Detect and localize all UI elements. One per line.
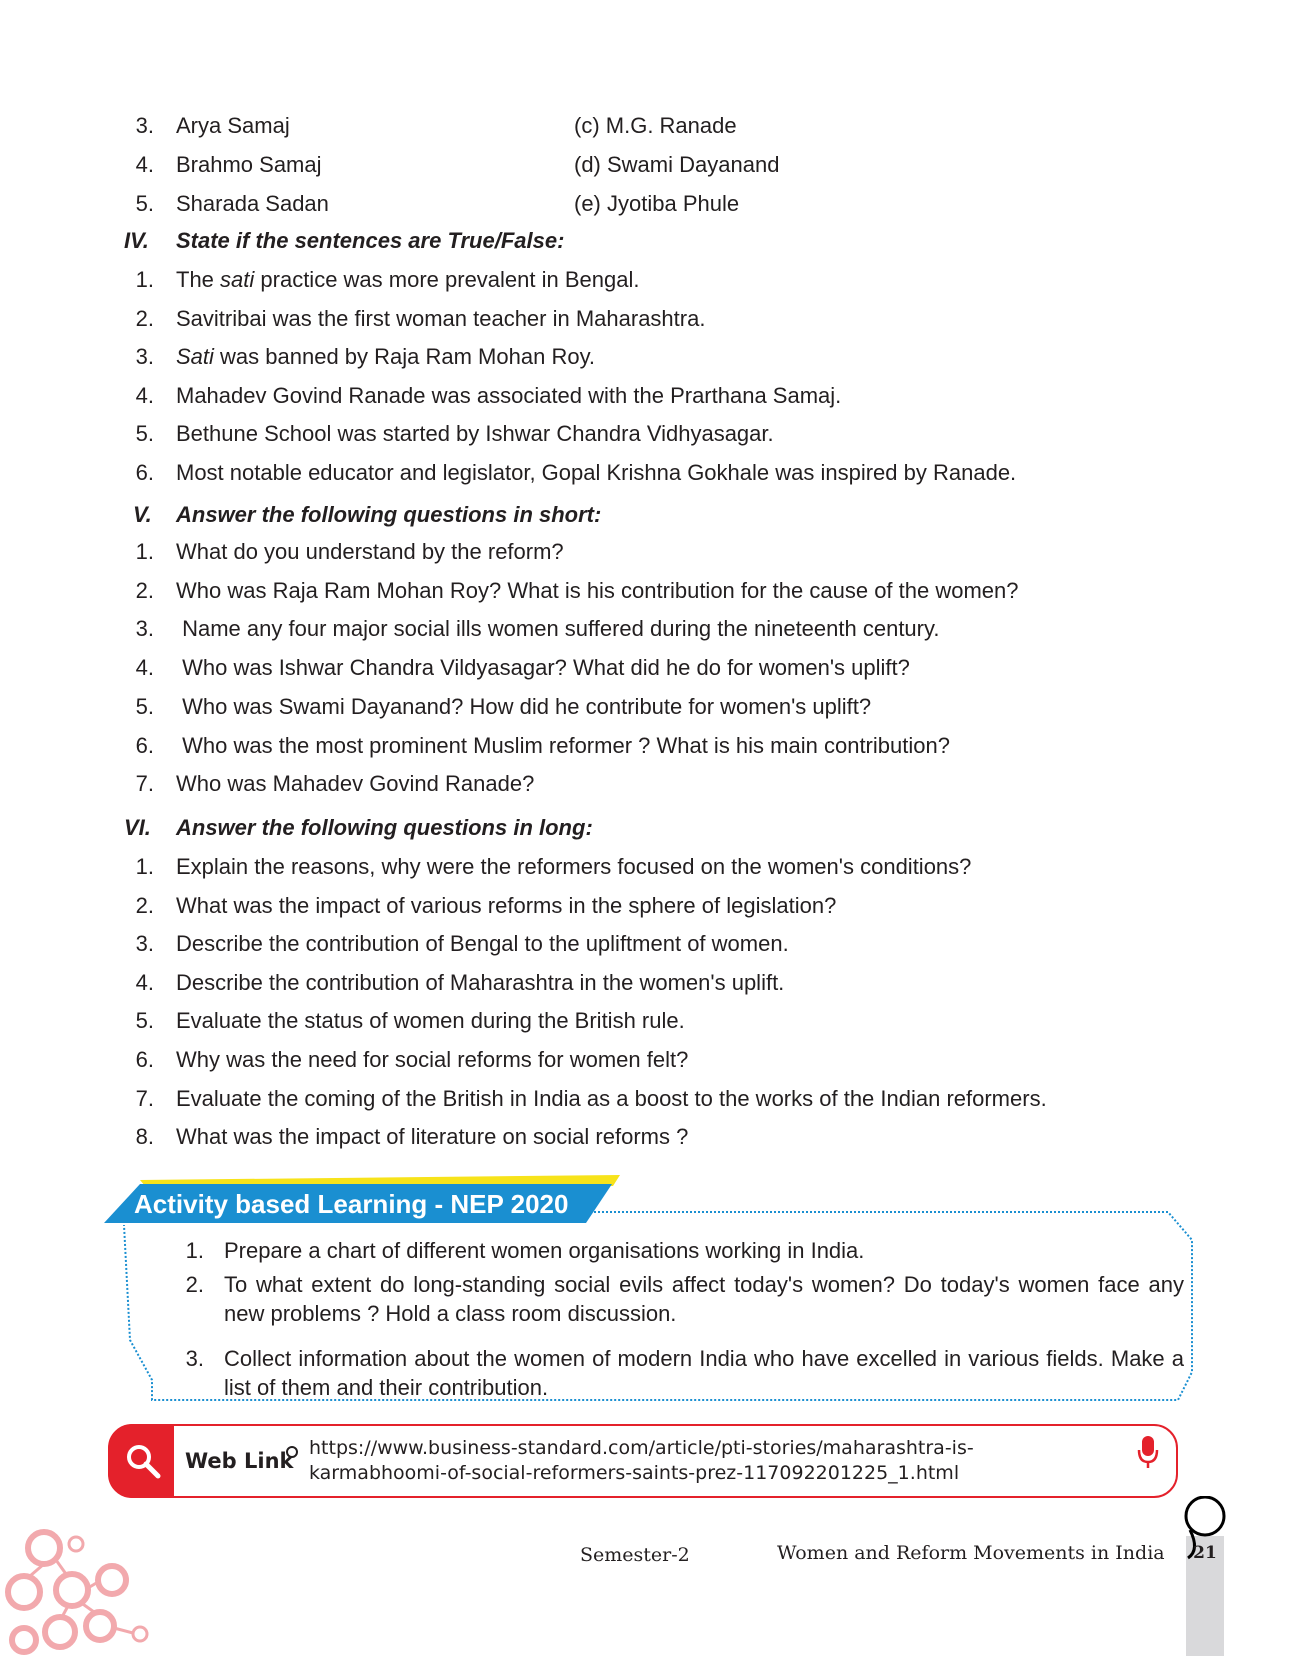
section-v-numeral: V.	[133, 502, 152, 527]
item-number: 5.	[135, 191, 154, 216]
item-number: 3.	[135, 113, 154, 138]
bullet-icon	[286, 1446, 298, 1458]
item-number: 6.	[135, 733, 154, 758]
match-term: Arya Samaj	[176, 113, 290, 138]
item-number: 2.	[185, 1272, 204, 1297]
decorative-circles	[0, 1516, 170, 1656]
statement-text-italic: Sati	[176, 344, 214, 369]
item-number: 3.	[185, 1346, 204, 1371]
statement-text-post: was banned by Raja Ram Mohan Roy.	[213, 344, 596, 369]
item-number: 1.	[185, 1238, 204, 1263]
item-number: 5.	[135, 1008, 154, 1033]
question-text: Who was Ishwar Chandra Vildyasagar? What did he do for women's uplift?	[176, 655, 910, 680]
item-number: 4.	[135, 152, 154, 177]
question-text: Describe the contribution of Bengal to the upliftment of women.	[176, 931, 789, 956]
question-text: What was the impact of literature on social reforms ?	[176, 1124, 689, 1149]
microphone-icon[interactable]	[1136, 1434, 1160, 1470]
item-number: 6.	[135, 1047, 154, 1072]
activity-title: Activity based Learning - NEP 2020	[134, 1189, 569, 1219]
item-number: 1.	[135, 539, 154, 564]
web-link-search-badge[interactable]	[108, 1424, 174, 1498]
section-vi-numeral: VI.	[124, 815, 151, 840]
item-number: 4.	[135, 383, 154, 408]
section-iv-title: State if the sentences are True/False:	[176, 228, 565, 253]
activity-item	[180, 1270, 1190, 1330]
page-number: 21	[1193, 1543, 1217, 1563]
item-number: 2.	[135, 578, 154, 603]
question-text: Evaluate the coming of the British in India as a boost to the works of the Indian reformers.	[176, 1086, 1047, 1111]
question-text: Who was Swami Dayanand? How did he contribute for women's uplift?	[176, 694, 872, 719]
statement-text-pre: Bethune School was started by Ishwar Chandra Vidhyasagar.	[176, 421, 774, 446]
item-number: 2.	[135, 893, 154, 918]
item-number: 4.	[135, 970, 154, 995]
statement-text-post: practice was more prevalent in Bengal.	[254, 267, 640, 292]
match-term: Brahmo Samaj	[176, 152, 322, 177]
footer-semester: Semester-2	[580, 1544, 690, 1566]
activity-text: To what extent do long-standing social evils affect today's women? Do today's women face any new problems ? Hold a class room discussion.	[224, 1272, 1184, 1326]
web-link-url-line1: https://www.business-standard.com/article/pti-stories/maharashtra-is-	[309, 1437, 974, 1459]
item-number: 6.	[135, 460, 154, 485]
item-number: 3.	[135, 344, 154, 369]
item-number: 3.	[135, 616, 154, 641]
activity-text: Prepare a chart of different women organisations working in India.	[224, 1238, 865, 1263]
web-link-url[interactable]	[309, 1436, 974, 1486]
activity-text: Collect information about the women of modern India who have excelled in various fields. Make a list of them and their contribution.	[224, 1346, 1184, 1400]
web-link-url-line2: karmabhoomi-of-social-reformers-saints-prez-117092201225_1.html	[309, 1462, 960, 1484]
item-number: 2.	[135, 306, 154, 331]
question-text: Describe the contribution of Maharashtra in the women's uplift.	[176, 970, 785, 995]
section-iv-numeral: IV.	[124, 228, 149, 253]
section-v-title: Answer the following questions in short:	[176, 502, 602, 527]
activity-item	[180, 1344, 1190, 1404]
match-option: (e) Jyotiba Phule	[574, 191, 740, 216]
match-option: (d) Swami Dayanand	[574, 152, 780, 177]
item-number: 8.	[135, 1124, 154, 1149]
question-text: What was the impact of various reforms in the sphere of legislation?	[176, 893, 837, 918]
question-text: What do you understand by the reform?	[176, 539, 564, 564]
statement-text-italic: sati	[220, 267, 255, 292]
statement-text-pre: Mahadev Govind Ranade was associated with the Prarthana Samaj.	[176, 383, 842, 408]
section-vi-title: Answer the following questions in long:	[176, 815, 593, 840]
question-text: Why was the need for social reforms for women felt?	[176, 1047, 689, 1072]
item-number: 5.	[135, 694, 154, 719]
item-number: 1.	[135, 854, 154, 879]
item-number: 1.	[135, 267, 154, 292]
statement-text-pre: The	[176, 267, 221, 292]
match-term: Sharada Sadan	[176, 191, 329, 216]
statement-text-pre: Savitribai was the first woman teacher in Maharashtra.	[176, 306, 706, 331]
page-tab-decor	[1180, 1496, 1240, 1656]
item-number: 7.	[135, 1086, 154, 1111]
question-text: Name any four major social ills women suffered during the nineteenth century.	[176, 616, 940, 641]
question-text: Explain the reasons, why were the reformers focused on the women's conditions?	[176, 854, 972, 879]
item-number: 7.	[135, 771, 154, 796]
item-number: 3.	[135, 931, 154, 956]
question-text: Who was the most prominent Muslim reformer ? What is his main contribution?	[176, 733, 950, 758]
question-text: Evaluate the status of women during the British rule.	[176, 1008, 685, 1033]
item-number: 4.	[135, 655, 154, 680]
web-link-label: Web Link	[185, 1449, 294, 1473]
match-option: (c) M.G. Ranade	[574, 113, 737, 138]
statement-text-pre: Most notable educator and legislator, Gopal Krishna Gokhale was inspired by Ranade.	[176, 460, 1017, 485]
question-text: Who was Mahadev Govind Ranade?	[176, 771, 535, 796]
search-icon	[124, 1442, 164, 1482]
question-text: Who was Raja Ram Mohan Roy? What is his contribution for the cause of the women?	[176, 578, 1019, 603]
footer-chapter: Women and Reform Movements in India	[777, 1542, 1165, 1564]
item-number: 5.	[135, 421, 154, 446]
